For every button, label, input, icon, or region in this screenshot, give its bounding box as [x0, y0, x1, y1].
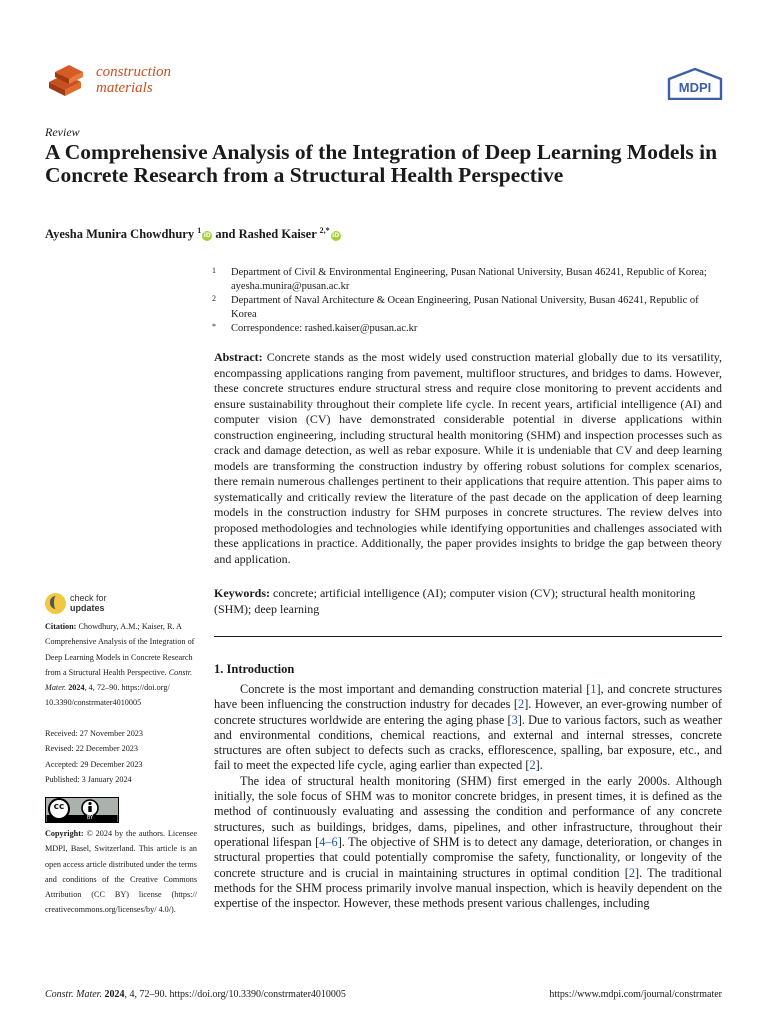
section-divider	[214, 636, 722, 637]
affiliation-item	[212, 322, 712, 336]
citation-block	[45, 619, 203, 711]
citation-link[interactable]: 2	[529, 758, 536, 773]
citation-year: 2024	[68, 683, 85, 693]
check-updates-line2: updates	[70, 603, 105, 613]
revised-date: Revised: 22 December 2023	[45, 744, 138, 754]
paragraph-text: Concrete is the most important and demanding construction material [	[240, 682, 591, 696]
paragraph-text: The idea of structural health monitoring (SHM) first emerged in the early 2000s. Although initially, the sole focus of SHM was to monitor concrete bridges, in present times, it is defined as the method of continuously evaluating and assessing the condition and performance of any concrete structures, such as buildings, bridges, dams, pipelines, and other infrastructure, throughout their operational lifespan [	[214, 773, 722, 849]
orcid-icon[interactable]: iD	[332, 232, 340, 240]
accepted-date: Accepted: 29 December 2023	[45, 759, 143, 769]
cc-label: cc	[53, 802, 65, 812]
keywords-text: concrete; artificial intelligence (AI); computer vision (CV); structural health monitoring (SHM); deep learning	[214, 586, 696, 616]
publisher-logo	[667, 68, 723, 100]
paragraph-text: ]. Due to various factors, such as weather and environmental conditions, chemical reactions, and external and internal stresses, concrete structures are often subject to defects such as cracks, efflorescence, spalling, bar exposure, etc., and fail to meet the expected life cycle, aging earlier than expected [	[214, 712, 722, 773]
journal-name-line2: materials	[96, 80, 153, 96]
footer-year: 2024	[104, 989, 125, 1000]
cc-by-license-badge[interactable]	[45, 797, 119, 823]
footer-doi[interactable]: , 4, 72–90. https://doi.org/10.3390/constrmater4010005	[124, 989, 346, 1000]
paragraph-text: ].	[535, 758, 543, 773]
received-date: Received: 27 November 2023	[45, 729, 143, 738]
journal-name	[96, 64, 171, 96]
author-name[interactable]: Rashed Kaiser	[238, 227, 317, 242]
copyright-text: © 2024 by the authors. Licensee MDPI, Basel, Switzerland. This article is an open access article distributed under the terms and conditions of the Creative Commons Attribution (CC BY) license (https:// creativecommons.org/licenses/by/ 4.0/).	[45, 829, 198, 915]
citation-link[interactable]: 3	[511, 712, 518, 727]
keywords	[214, 586, 722, 617]
paragraph-text: ], and concrete structures have been influencing the construction industry for decades [	[214, 682, 722, 712]
check-updates-icon	[45, 593, 66, 614]
abstract	[214, 350, 722, 567]
copyright-notice	[45, 826, 197, 918]
abstract-text: Concrete stands as the most widely used construction material globally due to its versatility, encompassing applications ranging from pavement, multifloor structures, and bridges to dams. However, these concrete structures endure structural stress and require close monitoring to prevent accidents and ensure sustainability throughout their complete life cycle. In recent years, artificial intelligence (AI) and computer vision (CV) have demonstrated considerable potential in diverse applications within construction engineering, including structural health monitoring (SHM) and inspection processes such as crack and damage detection, as well as rebar exposure. While it is undeniable that CV and deep learning models are transforming the construction industry by offering robust solutions for complex scenarios, there remain numerous challenges pertinent to their applications that require attention. This paper aims to systematically and critically review the literature of the past decade on the application of deep learning models in the construction industry for SHM purposes in concrete structures. The review delves into proposed methodologies and technologies while identifying opportunities and challenges associated with these applications in practice. Additionally, the paper provides insights to bridge the gap between theory and application.	[214, 350, 722, 566]
citation-doi[interactable]: , 4, 72–90. https://doi.org/ 10.3390/constrmater4010005	[45, 683, 170, 708]
affiliation-mark: *	[212, 322, 216, 331]
affiliation-mark: 1	[212, 266, 216, 275]
publisher-name: MDPI	[678, 80, 712, 95]
paragraph	[214, 774, 722, 912]
paragraph	[214, 682, 722, 774]
citation-journal: Constr. Mater.	[45, 667, 193, 693]
by-label: BY	[86, 815, 94, 821]
author-affiliation-mark: 2,*	[319, 226, 330, 235]
paragraph-text: ]. The traditional methods for the SHM process primarily involve manual inspection, which is heavily dependent on the expertise of the inspector. However, these methods present various challenges, including	[214, 865, 722, 911]
affiliation-mark: 2	[212, 294, 216, 303]
orcid-icon[interactable]: iD	[203, 232, 211, 240]
publication-dates	[45, 726, 203, 787]
citation-label: Citation:	[45, 622, 77, 631]
paragraph-text: ]. The objective of SHM is to detect any damage, deterioration, or changes in structural properties that could potentially compromise the safety, functionality, or longevity of the concrete structure and is crucial in maintaining structures in optimal condition [	[214, 834, 723, 880]
affiliations	[212, 266, 712, 336]
citation-link[interactable]: 2	[628, 865, 636, 880]
affiliation-text: Department of Civil & Environmental Engineering, Pusan National University, Busan 46241, Republic of Korea; ayesha.munira@pusan.ac.kr	[231, 267, 707, 292]
citation-link[interactable]: 2	[518, 697, 525, 712]
footer-citation	[45, 989, 346, 1000]
journal-logo-icon	[45, 60, 89, 104]
citation-link[interactable]: 1	[590, 682, 597, 696]
affiliation-item	[212, 266, 712, 294]
abstract-label: Abstract:	[214, 350, 263, 364]
journal-name-line1: construction	[96, 64, 171, 80]
section-heading: 1. Introduction	[214, 662, 295, 676]
citation-text: Chowdhury, A.M.; Kaiser, R. A Comprehensive Analysis of the Integration of Deep Learning Models in Concrete Research from a Structural Health Perspective.	[45, 622, 195, 677]
footer-journal-url[interactable]: https://www.mdpi.com/journal/constrmater	[549, 989, 722, 1000]
article-title: A Comprehensive Analysis of the Integration of Deep Learning Models in Concrete Research from a Structural Health Perspective	[45, 140, 718, 187]
affiliation-text: Department of Naval Architecture & Ocean Engineering, Pusan National University, Busan 46241, Republic of Korea	[231, 295, 699, 320]
check-updates-label	[70, 593, 107, 613]
paragraph-text: ]. However, an ever-growing number of concrete structures worldwide are entering the aging phase [	[214, 697, 722, 727]
author-affiliation-mark: 1	[197, 226, 202, 235]
affiliation-text: Correspondence: rashed.kaiser@pusan.ac.kr	[231, 323, 418, 334]
article-type: Review	[45, 125, 80, 139]
author-line	[45, 226, 341, 242]
introduction-body	[214, 682, 722, 911]
citation-link[interactable]: 4–6	[319, 834, 338, 849]
author-name[interactable]: Ayesha Munira Chowdhury	[45, 227, 195, 242]
affiliation-item	[212, 294, 712, 322]
published-date: Published: 3 January 2024	[45, 774, 132, 784]
footer-journal: Constr. Mater.	[45, 989, 102, 1000]
check-for-updates-button[interactable]	[45, 592, 165, 616]
author-separator: and	[215, 227, 236, 242]
check-updates-line1: check for	[70, 593, 107, 603]
keywords-label: Keywords:	[214, 586, 270, 600]
copyright-label: Copyright:	[45, 829, 84, 838]
